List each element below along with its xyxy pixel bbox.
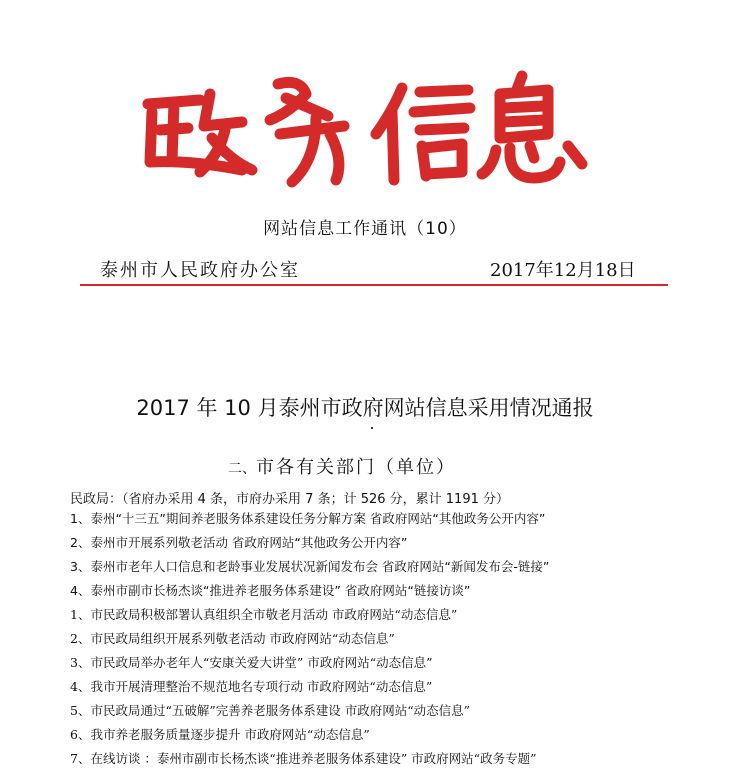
list-item: 4、我市开展清理整治不规范地名专项行动 市政府网站“动态信息” (70, 679, 433, 694)
section-heading (228, 453, 456, 479)
list-item: 2、市民政局组织开展系列敬老活动 市政府网站“动态信息” (70, 631, 395, 646)
adopted-items-list (70, 510, 549, 774)
list-item: 4、泰州市副市长杨杰谈“推进养老服务体系建设” 省政府网站“链接访谈” (70, 583, 471, 598)
issuer-name: 泰州市人民政府办公室 (100, 260, 300, 281)
department-summary: 民政局：（省府办采用 4 条，市府办采用 7 条；计 526 分，累计 1191 分） (70, 492, 509, 507)
section-number: 二、 (228, 461, 256, 477)
masthead-logo (130, 42, 620, 192)
list-item: 1、泰州“十三五”期间养老服务体系建设任务分解方案 省政府网站“其他政务公开内容” (70, 511, 546, 526)
list-item: 1、市民政局积极部署认真组织全市敬老月活动 市政府网站“动态信息” (70, 607, 458, 622)
section-title: 市各有关部门（单位） (256, 457, 456, 478)
report-title: 2017 年 10 月泰州市政府网站信息采用情况通报 (136, 396, 594, 420)
list-item: 2、泰州市开展系列敬老活动 省政府网站“其他政务公开内容” (70, 535, 408, 550)
issue-title: 网站信息工作通讯（10） (263, 219, 467, 239)
list-item: 5、市民政局通过“五破解”完善养老服务体系建设 市政府网站“动态信息” (70, 703, 470, 718)
list-item: 7、在线访谈 ：泰州市副市长杨杰谈“推进养老服务体系建设” 市政府网站“政务专题” (70, 751, 537, 766)
list-item: 3、市民政局举办老年人“安康关爱大讲堂” 市政府网站“动态信息” (70, 655, 433, 670)
list-item: 6、我市养老服务质量逐步提升 市政府网站“动态信息” (70, 727, 370, 742)
masthead-calligraphy (130, 42, 620, 192)
decorative-dot (371, 427, 373, 429)
header-divider (80, 284, 668, 286)
issue-date: 2017年12月18日 (490, 260, 636, 281)
list-item: 3、泰州市老年人口信息和老龄事业发展状况新闻发布会 省政府网站“新闻发布会-链接” (70, 559, 550, 574)
